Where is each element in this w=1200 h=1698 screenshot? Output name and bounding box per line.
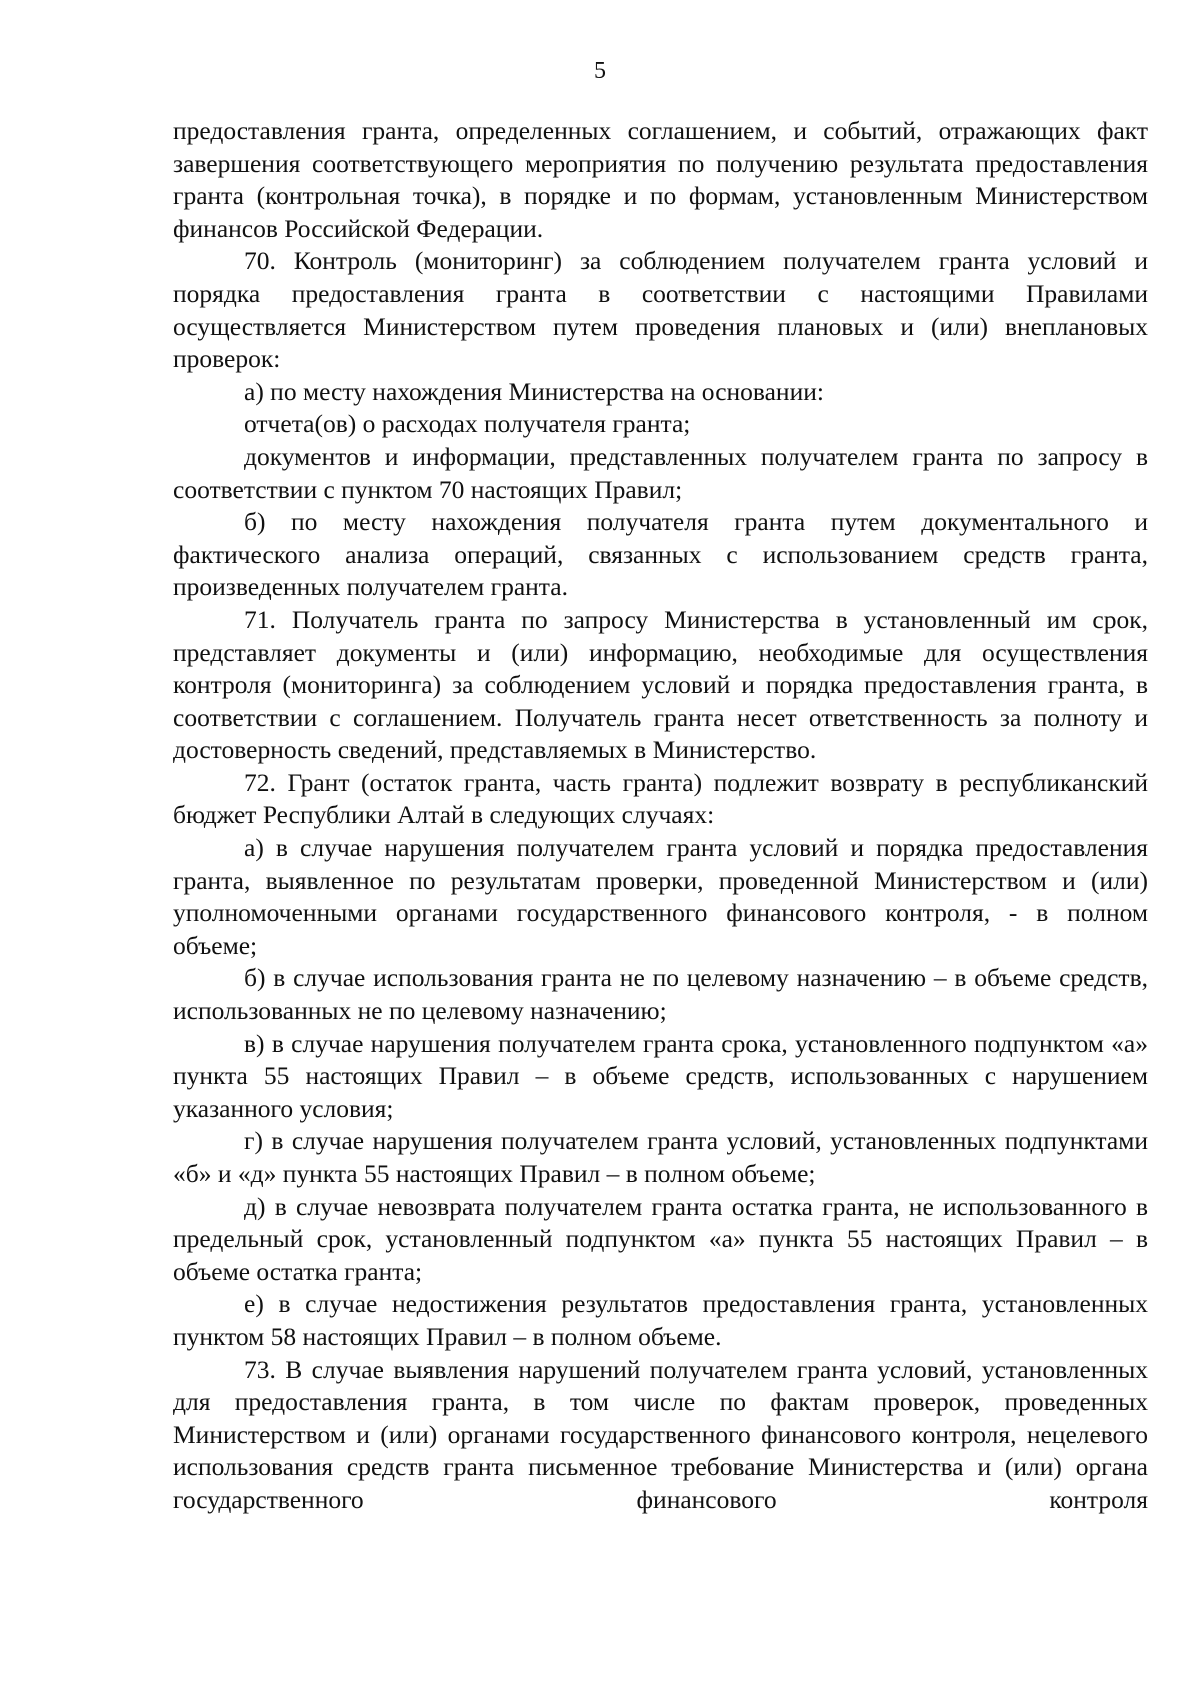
paragraph-72-g: г) в случае нарушения получателем гранта условий, установленных подпунктами «б» и «д» пункта 55 настоящих Правил – в полном объеме;: [173, 1126, 1148, 1188]
paragraph-continued: предоставления гранта, определенных соглашением, и событий, отражающих факт завершения соответствующего мероприятия по получению результата предоставления гранта (контрольная точка), в порядке и по формам, установленным Министерством финансов Российской Федерации.: [173, 116, 1148, 243]
paragraph-72-a: а) в случае нарушения получателем гранта условий и порядка предоставления гранта, выявленное по результатам проверки, проведенной Министерством и (или) уполномоченными органами государственного финансового контроля, - в полном объеме;: [173, 833, 1148, 960]
paragraph-72-d: д) в случае невозврата получателем гранта остатка гранта, не использованного в предельный срок, установленный подпунктом «а» пункта 55 настоящих Правил – в объеме остатка гранта;: [173, 1191, 1148, 1286]
paragraph-70-b: б) по месту нахождения получателя гранта путем документального и фактического анализа операций, связанных с использованием средств гранта, произведенных получателем гранта.: [173, 507, 1148, 602]
paragraph-72-b: б) в случае использования гранта не по целевому назначению – в объеме средств, использованных не по целевому назначению;: [173, 963, 1148, 1026]
paragraph-70: 70. Контроль (мониторинг) за соблюдением получателем гранта условий и порядка предоставления гранта в соответствии с настоящими Правилами осуществляется Министерством путем проведения плановых и (или) внеплановых проверок:: [173, 246, 1148, 374]
paragraph-73: 73. В случае выявления нарушений получателем гранта условий, установленных для предоставления гранта, в том числе по фактам проверок, проведенных Министерством и (или) органами государственного финансового контроля, нецелевого использования средств гранта письменное требование Министерства и (или) органа государственного финансового контроля: [173, 1354, 1148, 1514]
paragraph-71: 71. Получатель гранта по запросу Министерства в установленный им срок, представляет документы и (или) информацию, необходимые для осуществления контроля (мониторинга) за соблюдением условий и порядка предоставления гранта, в соответствии с соглашением. Получатель гранта несет ответственность за полноту и достоверность сведений, представляемых в Министерство.: [173, 604, 1148, 765]
document-body: [173, 115, 1148, 1517]
paragraph-70-a-reports: отчета(ов) о расходах получателя гранта;: [244, 409, 691, 439]
paragraph-70-a-documents: документов и информации, представленных получателем гранта по запросу в соответствии с пунктом 70 настоящих Правил;: [173, 441, 1148, 504]
paragraph-72: 72. Грант (остаток гранта, часть гранта) подлежит возврату в республиканский бюджет Республики Алтай в следующих случаях:: [173, 767, 1148, 830]
page-number: 5: [594, 58, 606, 84]
paragraph-72-v: в) в случае нарушения получателем гранта срока, установленного подпунктом «а» пункта 55 настоящих Правил – в объеме средств, использованных с нарушением указанного условия;: [173, 1028, 1148, 1123]
paragraph-70-a: а) по месту нахождения Министерства на основании:: [244, 376, 824, 406]
paragraph-72-e: е) в случае недостижения результатов предоставления гранта, установленных пунктом 58 настоящих Правил – в полном объеме.: [173, 1289, 1148, 1351]
